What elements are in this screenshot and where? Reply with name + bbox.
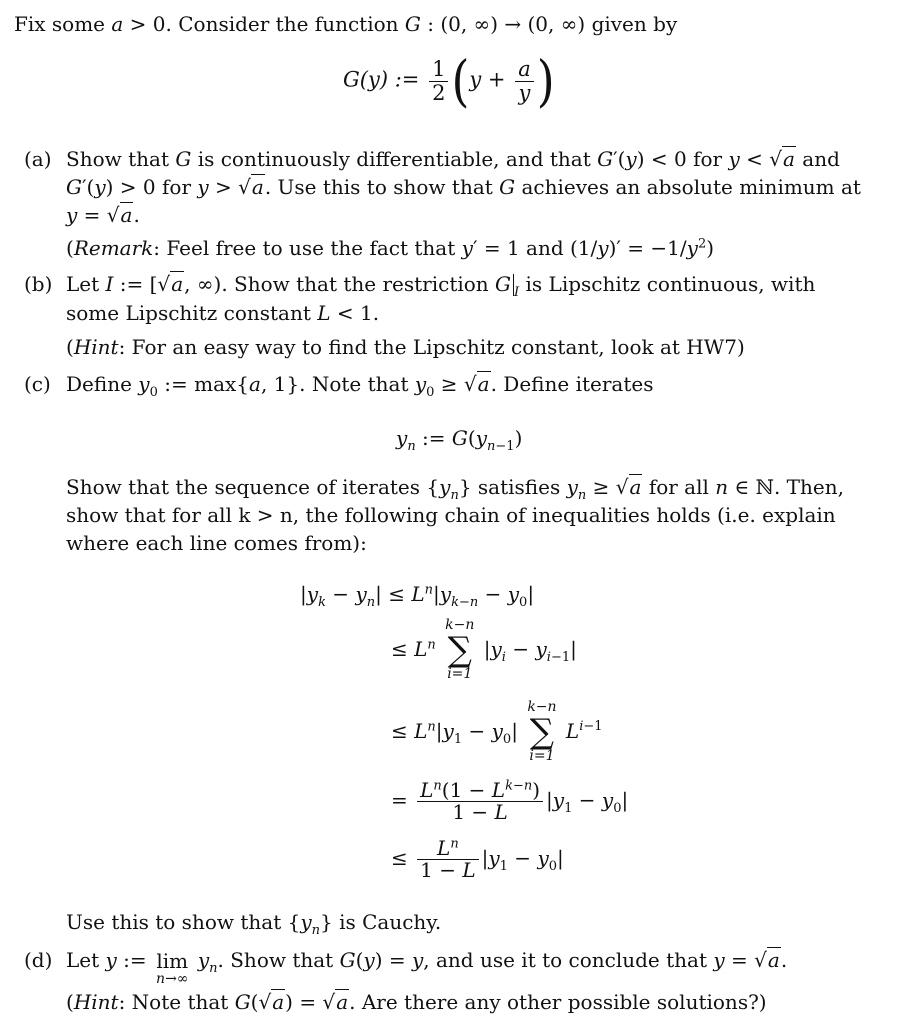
part-c-line2: Show that the sequence of iterates $\{y_n\}$ satisfies $y_n \ge √a$ for all n ∈ ℕ. Then,: [66, 475, 844, 503]
g-definition: G(y) := $\frac{1}{2}$ (y + $\frac{a}{y}$ ): [343, 48, 555, 114]
part-c-line4: where each line comes from):: [66, 531, 367, 555]
def-a-over-y: $\frac{a}{y}$: [515, 58, 534, 103]
part-b-line1: Let I := [√a, ∞). Show that the restriction G $_I$ is Lipschitz continuous, with: [66, 272, 816, 300]
bound-fraction: $\frac{L^n}{1 - L}$: [417, 838, 478, 881]
part-b-label: (b): [24, 272, 53, 296]
intro-text-c: given by: [591, 12, 678, 36]
limit-operator: lim n→∞: [156, 949, 189, 987]
ineq-line-4: = $\frac{L^n(1 - L^{k-n})}{1 - L}$ $|y_1 - y_0|$: [391, 778, 629, 824]
ineq-line-5: ≤ $\frac{L^n}{1 - L}$ $|y_1 - y_0|$: [391, 836, 564, 882]
part-a-line2: G′(y) > 0 for y > √a. Use this to show that G achieves an absolute minimum at: [66, 175, 861, 199]
sum-symbol-1: k−n ∑ i=1: [445, 617, 475, 683]
sum-symbol-2: k−n ∑ i=1: [527, 699, 557, 765]
part-b-hint: (Hint: For an easy way to find the Lipschitz constant, look at HW7): [66, 335, 745, 359]
part-a-line1: Show that G is continuously differentiable, and that G′(y) < 0 for y < √a and: [66, 147, 840, 171]
geometric-fraction: $\frac{L^n(1 - L^{k-n})}{1 - L}$: [417, 780, 543, 823]
part-b-line2: some Lipschitz constant L < 1.: [66, 301, 380, 325]
intro-text-a: Fix some: [14, 12, 106, 36]
part-c-line1: Define $y_0$ := max{a, 1}. Note that $y_0 \ge √a$. Define iterates: [66, 372, 654, 400]
part-a-label: (a): [24, 147, 52, 171]
part-d-line1: Let y := lim n→∞ $y_n$. Show that G(y) = y, and use it to conclude that y = √a.: [66, 948, 788, 987]
ineq-line-3: ≤ $L^n|y_1 - y_0|$ k−n ∑ i=1 $L^{i-1}$: [391, 699, 603, 765]
intro-line: Fix some a > 0. Consider the function G : (0, ∞) → (0, ∞) given by: [14, 12, 678, 36]
part-c-line3: show that for all k > n, the following chain of inequalities holds (i.e. explain: [66, 503, 836, 527]
part-a-remark: (Remark: Feel free to use the fact that y′ = 1 and $(1/y)' = -1/y^2$): [66, 236, 715, 260]
ineq-line-2: ≤ $L^n$ k−n ∑ i=1 $|y_i - y_{i-1}|$: [391, 617, 577, 683]
part-a-line3: y = √a.: [66, 203, 140, 227]
iterate-equation: $y_n$ := $G(y_{n-1})$: [396, 426, 523, 454]
part-c-label: (c): [24, 372, 51, 396]
def-half-fraction: $\frac{1}{2}$: [429, 58, 448, 103]
part-c-after: Use this to show that $\{y_n\}$ is Cauchy.: [66, 910, 442, 938]
part-d-label: (d): [24, 948, 53, 972]
def-lhs: G(y) :=: [343, 67, 420, 92]
intro-text-b: Consider the function: [178, 12, 399, 36]
part-d-hint: (Hint: Note that G(√a) = √a. Are there any other possible solutions?): [66, 990, 767, 1014]
ineq-line-1: $|y_k - y_n| \le L^n|y_{k-n} - y_0|$: [300, 582, 535, 610]
